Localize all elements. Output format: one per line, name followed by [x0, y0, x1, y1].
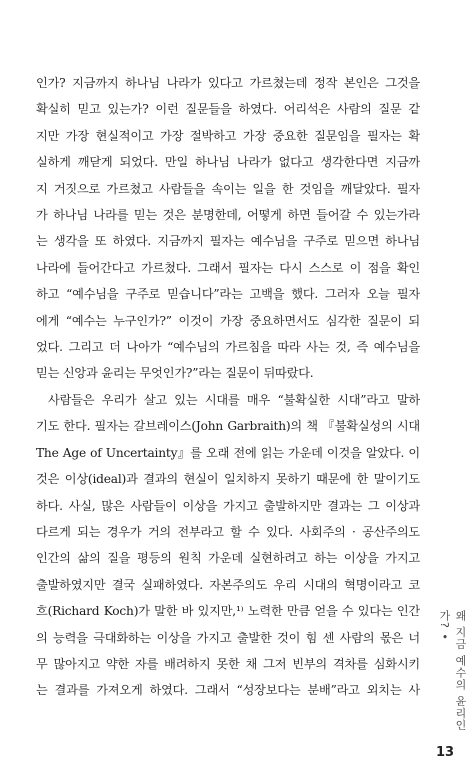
text-line: 인간의 삶의 질을 평등의 원칙 가운데 실현하려고 하는 이상을 가지고 [36, 551, 420, 566]
text-line: 하다. 사실, 많은 사람들이 이상을 가지고 출발하지만 결과는 그 이상과 [36, 498, 420, 513]
text-line: 인가? 지금까지 하나님 나라가 있다고 가르쳤는데 정작 본인은 그것을 [36, 76, 420, 90]
text-line: 가 하나님 나라를 믿는 것은 분명한데, 어떻게 하면 들어갈 수 있는가라 [36, 208, 420, 223]
text-line: 는 생각을 또 하였다. 지금까지 필자는 예수님을 구주로 믿으면 하나님 [36, 234, 420, 249]
text-line: 실하게 깨닫게 되었다. 만일 하나님 나라가 없다고 생각한다면 지금까 [36, 155, 420, 170]
text-line: 출발하였지만 결국 실패하였다. 자본주의도 우리 시대의 혁명이라고 코 [36, 577, 420, 592]
text-line: The Age of Uncertainty』를 오래 전에 읽는 가운데 이것을 알았다. 이 [36, 445, 420, 460]
text-line: 지만 가장 현실적이고 가장 절박하고 가장 중요한 질문임을 필자는 확 [36, 128, 420, 143]
text-line: 었다. 그리고 더 나아가 “예수님의 가르침을 따라 사는 것, 즉 예수님을 [36, 340, 420, 355]
text-line: 는 결과를 가져오게 하였다. 그래서 “성장보다는 분배”라고 외치는 사 [36, 683, 420, 698]
body-text [36, 70, 420, 704]
text-line: 확실히 믿고 있는가? 이런 질문들을 하였다. 어리석은 사람의 질문 같 [36, 102, 420, 117]
text-line: 믿는 신앙과 윤리는 무엇인가?”라는 질문이 뒤따랐다. [36, 366, 314, 381]
text-line: 사람들은 우리가 살고 있는 시대를 매우 “불확실한 시대”라고 말하 [48, 392, 420, 407]
text-line: 에게 “예수는 누구인가?” 이것이 가장 중요하면서도 심각한 질문이 되 [36, 313, 420, 328]
text-line: 하고 “예수님을 구주로 믿습니다”라는 고백을 했다. 그러자 오늘 필자 [36, 287, 420, 302]
text-line: 기도 한다. 필자는 갈브레이스(John Garbraith)의 책 『불확실성의 시대 [36, 419, 420, 434]
text-line: 나라에 들어간다고 가르쳤다. 그래서 필자는 다시 스스로 이 점을 확인 [36, 260, 420, 275]
text-line: 무 많아지고 약한 자를 배려하지 못한 채 그저 빈부의 격차를 심화시키 [36, 656, 420, 671]
page-number: 13 [435, 745, 455, 760]
text-line: 것은 이상(ideal)과 결과의 현실이 일치하지 못하기 때문에 한 말이기도 [36, 472, 420, 487]
text-line: 의 능력을 극대화하는 이상을 가지고 출발한 것이 힘 센 사람의 몫은 너 [36, 630, 420, 645]
running-head: 왜 지금 예수의 윤리인가? • [438, 610, 467, 732]
text-line: 지 거짓으로 가르쳤고 사람들을 속이는 일을 한 것임을 깨달았다. 필자 [36, 181, 420, 196]
text-line: 다르게 되는 경우가 거의 전부라고 할 수 있다. 사회주의 · 공산주의도 [36, 524, 420, 539]
text-line: 흐(Richard Koch)가 말한 바 있지만,¹⁾ 노력한 만큼 얻을 수 있다는 인간 [36, 604, 420, 619]
